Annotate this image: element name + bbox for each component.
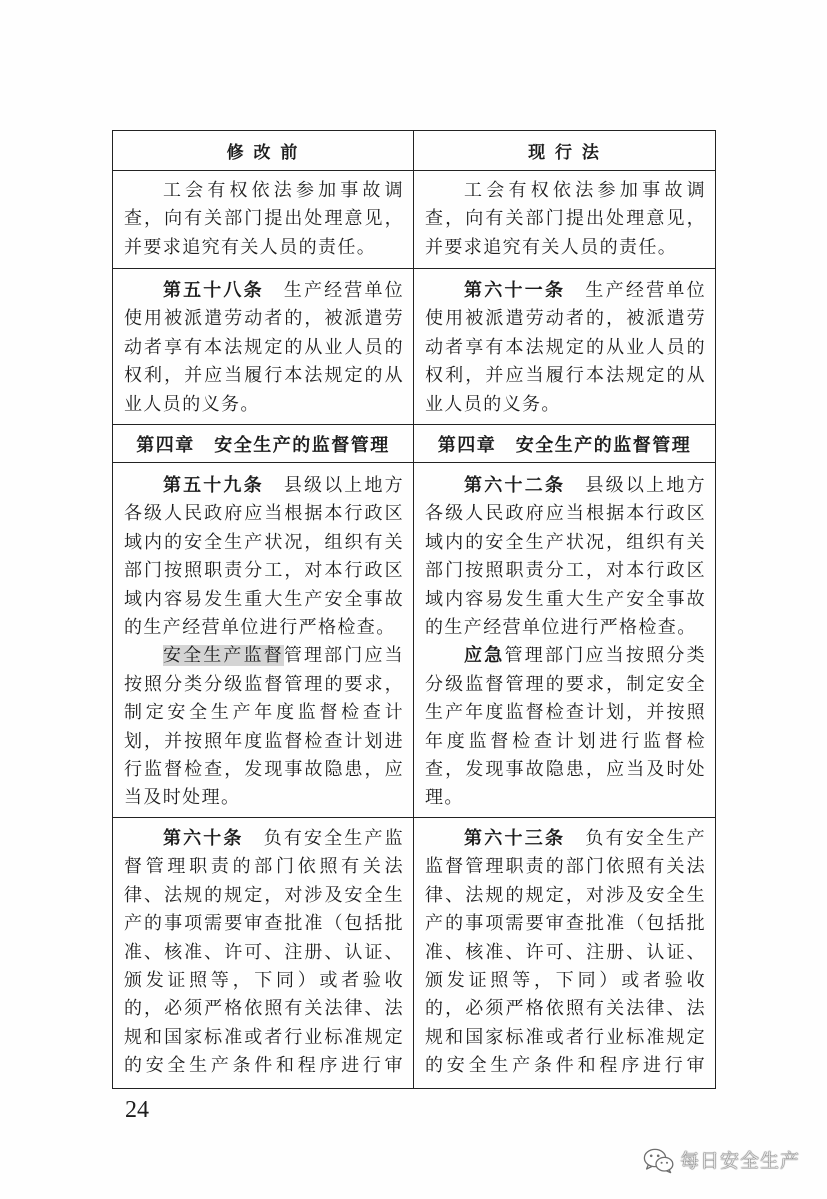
text-line: 权利，并应当履行本法规定的从 [124, 365, 404, 387]
text-line: 划，并按照年度监督检查计划进 [124, 730, 404, 752]
text-span: 负有安全生产 [565, 828, 706, 849]
text-line: 分级监督管理的要求，制定安全 [425, 673, 706, 695]
text-line [425, 642, 706, 670]
text-span: 县级以上地方 [565, 475, 706, 496]
text-line: 的，必须严格依照有关法律、法 [124, 998, 404, 1020]
text-line: 准、核准、许可、注册、认证、 [425, 941, 706, 963]
cell-current [414, 171, 716, 269]
text-span: 生产经营单位 [263, 280, 404, 301]
cell-before [113, 818, 414, 1089]
text-line: 的，必须严格依照有关法律、法 [425, 998, 706, 1020]
text-line [425, 277, 706, 305]
paragraph [124, 825, 404, 1081]
text-span: 县级以上地方 [263, 475, 404, 496]
bold-text: 第五十九条 [163, 475, 264, 496]
text-line: 并要求追究有关人员的责任。 [124, 236, 377, 258]
text-line: 监督管理职责的部门依照有关法 [425, 856, 706, 878]
text-line: 的安全生产条件和程序进行审 [425, 1055, 706, 1077]
text-line: 使用被派遣劳动者的，被派遣劳 [124, 308, 404, 330]
watermark [643, 1148, 800, 1174]
text-line: 工会有权依法参加事故调 [464, 180, 706, 201]
table-row [113, 171, 716, 269]
text-line: 的安全生产条件和程序进行审 [124, 1055, 404, 1077]
chapter-heading-row [113, 425, 716, 463]
paragraph [124, 642, 404, 812]
cell-before [113, 269, 414, 425]
column-header-current: 现 行 法 [414, 131, 716, 171]
paragraph [124, 472, 404, 642]
cell-current [414, 463, 716, 818]
text-line [124, 825, 404, 853]
text-line: 查，向有关部门提出处理意见， [425, 208, 706, 230]
text-line: 各级人民政府应当根据本行政区 [425, 503, 706, 525]
bold-text: 应急 [464, 645, 505, 667]
table-row [113, 463, 716, 818]
table-row [113, 269, 716, 425]
text-line [124, 472, 404, 500]
bold-text: 第六十一条 [464, 280, 566, 301]
cell-before [113, 171, 414, 269]
comparison-table [112, 130, 716, 1089]
cell-current [414, 269, 716, 425]
bold-text: 第六十条 [163, 828, 244, 849]
text-line: 域内的安全生产状况，组织有关 [124, 531, 404, 553]
paragraph [425, 177, 706, 262]
text-line: 并要求追究有关人员的责任。 [425, 236, 678, 258]
text-line: 业人员的义务。 [425, 393, 561, 415]
text-line: 行监督检查，发现事故隐患，应 [124, 759, 404, 781]
text-line [124, 642, 404, 670]
text-line [425, 472, 706, 500]
table-header-row [113, 131, 716, 171]
text-line: 业人员的义务。 [124, 393, 260, 415]
text-line [124, 277, 404, 305]
text-line: 使用被派遣劳动者的，被派遣劳 [425, 308, 706, 330]
paragraph [124, 177, 404, 262]
text-span: 生产经营单位 [565, 280, 706, 301]
paragraph [425, 277, 706, 419]
bold-text: 第五十八条 [163, 280, 264, 301]
paragraph [425, 642, 706, 812]
text-line: 制定安全生产年度监督检查计 [124, 702, 404, 724]
text-line: 的生产经营单位进行严格检查。 [124, 617, 396, 639]
text-line: 部门按照职责分工，对本行政区 [124, 560, 404, 582]
bold-text: 第六十二条 [464, 475, 566, 496]
chapter-heading-before: 第四章 安全生产的监督管理 [113, 425, 414, 463]
highlighted-text: 安全生产监督 [163, 645, 284, 667]
text-line [425, 825, 706, 853]
text-line: 准、核准、许可、注册、认证、 [124, 941, 404, 963]
text-line: 查，发现事故隐患，应当及时处 [425, 759, 706, 781]
text-span: 负有安全生产监 [243, 828, 404, 849]
text-line: 产的事项需要审查批准（包括批 [124, 913, 404, 935]
paragraph [124, 277, 404, 419]
text-line: 产的事项需要审查批准（包括批 [425, 913, 706, 935]
text-line: 域内的安全生产状况，组织有关 [425, 531, 706, 553]
text-line: 权利，并应当履行本法规定的从 [425, 365, 706, 387]
text-line: 域内容易发生重大生产安全事故 [124, 588, 404, 610]
text-line: 年度监督检查计划进行监督检 [425, 730, 706, 752]
text-line: 查，向有关部门提出处理意见， [124, 208, 404, 230]
column-header-before: 修 改 前 [113, 131, 414, 171]
page-number: 24 [125, 1097, 149, 1123]
text-span: 管理部门应当 [283, 645, 404, 667]
cell-before [113, 463, 414, 818]
text-line: 生产年度监督检查计划，并按照 [425, 702, 706, 724]
text-line: 律、法规的规定，对涉及安全生 [425, 884, 706, 906]
chapter-heading-current: 第四章 安全生产的监督管理 [414, 425, 716, 463]
text-span: 管理部门应当按照分类 [504, 645, 707, 667]
watermark-text: 每日安全生产 [680, 1150, 801, 1172]
text-line: 的生产经营单位进行严格检查。 [425, 617, 697, 639]
text-line: 颁发证照等，下同）或者验收 [425, 970, 706, 992]
text-line: 颁发证照等，下同）或者验收 [124, 970, 404, 992]
text-line: 各级人民政府应当根据本行政区 [124, 503, 404, 525]
paragraph [425, 472, 706, 642]
bold-text: 第六十三条 [464, 828, 566, 849]
text-line: 部门按照职责分工，对本行政区 [425, 560, 706, 582]
paragraph [425, 825, 706, 1081]
text-line: 督管理职责的部门依照有关法 [124, 856, 404, 878]
table-row [113, 818, 716, 1089]
wechat-icon [643, 1148, 674, 1174]
text-line: 规和国家标准或者行业标准规定 [425, 1026, 706, 1048]
text-line: 动者享有本法规定的从业人员的 [425, 336, 706, 358]
text-line: 当及时处理。 [124, 787, 241, 809]
text-line: 域内容易发生重大生产安全事故 [425, 588, 706, 610]
text-line: 规和国家标准或者行业标准规定 [124, 1026, 404, 1048]
text-line: 理。 [425, 787, 464, 809]
text-line: 工会有权依法参加事故调 [163, 180, 404, 201]
text-line: 按照分类分级监督管理的要求， [124, 673, 404, 695]
text-line: 律、法规的规定，对涉及安全生 [124, 884, 404, 906]
cell-current [414, 818, 716, 1089]
text-line: 动者享有本法规定的从业人员的 [124, 336, 404, 358]
